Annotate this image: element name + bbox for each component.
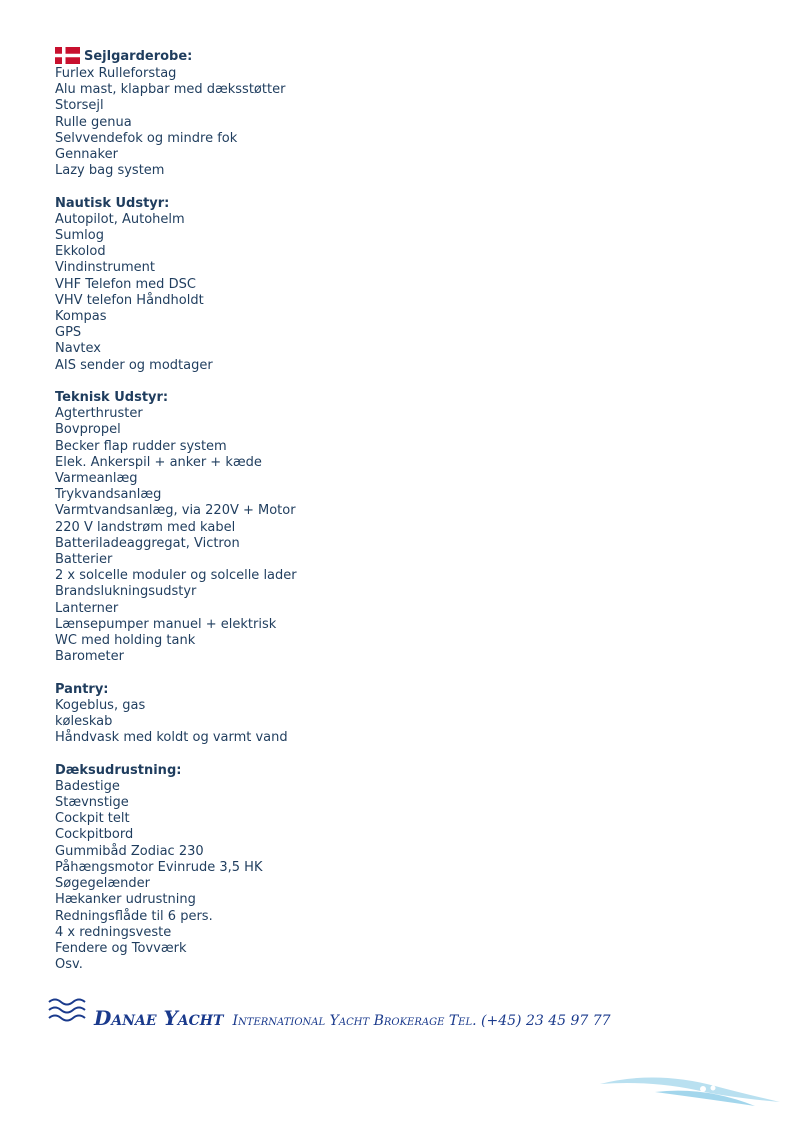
section bbox=[55, 49, 755, 179]
list-item: Rulle genua bbox=[55, 114, 132, 130]
list-item: Bovpropel bbox=[55, 422, 121, 438]
section-heading-text: Pantry: bbox=[55, 681, 109, 697]
list-item: Lænsepumper manuel + elektrisk bbox=[55, 616, 277, 632]
list-item: Becker flap rudder system bbox=[55, 438, 227, 454]
list-item: Sumlog bbox=[55, 228, 104, 244]
list-item: Lazy bag system bbox=[55, 163, 165, 179]
section-heading bbox=[55, 763, 755, 779]
list-item: Selvvendefok og mindre fok bbox=[55, 130, 238, 146]
section-heading bbox=[55, 390, 755, 406]
section bbox=[55, 763, 755, 974]
waves-logo-icon bbox=[47, 994, 87, 1024]
section-heading bbox=[55, 196, 755, 212]
section-heading-text: Dæksudrustning: bbox=[55, 762, 182, 778]
list-item: VHF Telefon med DSC bbox=[55, 276, 196, 292]
swoosh-decoration-icon bbox=[595, 1072, 785, 1112]
list-item: 4 x redningsveste bbox=[55, 924, 172, 940]
section-heading bbox=[55, 682, 755, 698]
section-heading-text: Sejlgarderobe: bbox=[84, 49, 193, 65]
list-item: Lanterner bbox=[55, 600, 119, 616]
list-item: Batterier bbox=[55, 552, 113, 568]
section bbox=[55, 196, 755, 374]
list-item: Alu mast, klapbar med dæksstøtter bbox=[55, 82, 286, 98]
list-item: Hækanker udrustning bbox=[55, 892, 196, 908]
list-item: Autopilot, Autohelm bbox=[55, 211, 185, 227]
list-item: Badestige bbox=[55, 778, 120, 794]
list-item: Håndvask med koldt og varmt vand bbox=[55, 730, 288, 746]
list-item: Agterthruster bbox=[55, 406, 143, 422]
list-item: Batteriladeaggregat, Victron bbox=[55, 535, 240, 551]
list-item: Varmtvandsanlæg, via 220V + Motor bbox=[55, 503, 296, 519]
list-item: Elek. Ankerspil + anker + kæde bbox=[55, 454, 262, 470]
list-item: køleskab bbox=[55, 714, 113, 730]
section-heading-text: Nautisk Udstyr: bbox=[55, 195, 170, 211]
list-item: WC med holding tank bbox=[55, 633, 196, 649]
list-item: Storsejl bbox=[55, 98, 104, 114]
list-item: Gennaker bbox=[55, 147, 118, 163]
footer-brand bbox=[94, 1006, 611, 1030]
list-item: Brandslukningsudstyr bbox=[55, 584, 197, 600]
brand-name: Danae Yacht bbox=[94, 1006, 224, 1030]
list-item: Kompas bbox=[55, 309, 107, 325]
list-item: VHV telefon Håndholdt bbox=[55, 292, 204, 308]
list-item: AIS sender og modtager bbox=[55, 357, 213, 373]
brand-tagline: International Yacht Brokerage Tel. (+45) 23 45 97 77 bbox=[232, 1013, 611, 1029]
list-item: 2 x solcelle moduler og solcelle lader bbox=[55, 568, 297, 584]
section-heading-text: Teknisk Udstyr: bbox=[55, 390, 169, 406]
section bbox=[55, 682, 755, 747]
danish-flag-icon bbox=[55, 47, 80, 64]
equipment-list bbox=[55, 49, 755, 990]
list-item: Barometer bbox=[55, 649, 124, 665]
list-item: Cockpitbord bbox=[55, 827, 134, 843]
list-item: Gummibåd Zodiac 230 bbox=[55, 843, 204, 859]
section-heading bbox=[55, 49, 755, 66]
list-item: Påhængsmotor Evinrude 3,5 HK bbox=[55, 859, 263, 875]
list-item: Stævnstige bbox=[55, 795, 129, 811]
list-item: 220 V landstrøm med kabel bbox=[55, 519, 236, 535]
list-item: Vindinstrument bbox=[55, 260, 156, 276]
list-item: Osv. bbox=[55, 957, 83, 973]
list-item: Trykvandsanlæg bbox=[55, 487, 162, 503]
list-item: Navtex bbox=[55, 341, 101, 357]
list-item: Søgegelænder bbox=[55, 876, 150, 892]
list-item: Redningsflåde til 6 pers. bbox=[55, 908, 213, 924]
footer bbox=[47, 994, 767, 1034]
section bbox=[55, 390, 755, 665]
list-item: GPS bbox=[55, 325, 82, 341]
list-item: Cockpit telt bbox=[55, 811, 130, 827]
list-item: Furlex Rulleforstag bbox=[55, 66, 177, 81]
list-item: Varmeanlæg bbox=[55, 471, 138, 487]
list-item: Ekkolod bbox=[55, 244, 106, 260]
list-item: Kogeblus, gas bbox=[55, 697, 146, 713]
list-item: Fendere og Tovværk bbox=[55, 940, 187, 956]
